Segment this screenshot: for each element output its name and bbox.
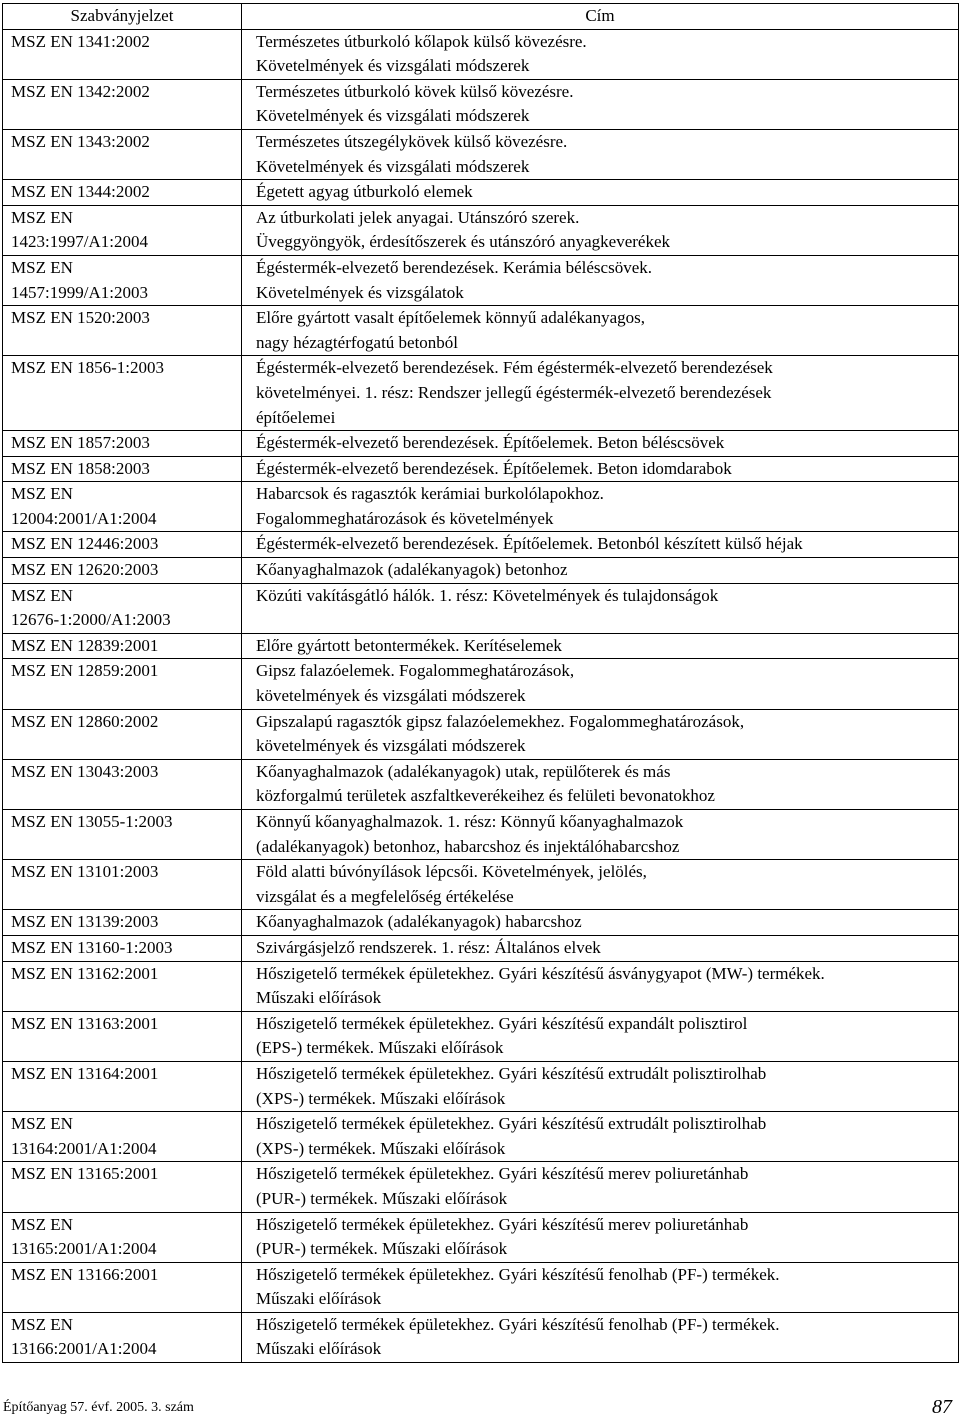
standard-number-cell <box>3 532 242 558</box>
standard-title-line: (EPS-) termékek. Műszaki előírások <box>256 1038 504 1058</box>
standard-number-line: MSZ EN 12860:2002 <box>11 711 159 731</box>
table-row <box>3 482 959 532</box>
standard-number-cell <box>3 1112 242 1162</box>
standard-title-line: építőelemei <box>256 407 336 427</box>
standard-title-line: Hőszigetelő termékek épületekhez. Gyári készítésű ásványgyapot (MW-) termékek. <box>256 963 825 983</box>
standard-number-cell <box>3 1262 242 1312</box>
standard-title-line: Követelmények és vizsgálatok <box>256 282 464 302</box>
standard-title-line: Követelmények és vizsgálati módszerek <box>256 106 530 126</box>
standard-number-cell <box>3 255 242 305</box>
standard-number-line: MSZ EN 13139:2003 <box>11 912 159 932</box>
standard-title-line: Fogalommeghatározások és követelmények <box>256 508 554 528</box>
standard-title-line: (PUR-) termékek. Műszaki előírások <box>256 1188 508 1208</box>
standard-title-line: Égéstermék-elvezető berendezések. Építőelemek. Betonból készített külső héjak <box>256 534 803 554</box>
standard-title-line: Föld alatti búvónyílások lépcsői. Követelmények, jelölés, <box>256 862 647 882</box>
standard-title-line: Szivárgásjelző rendszerek. 1. rész: Általános elvek <box>256 937 601 957</box>
standard-title-cell <box>242 1112 959 1162</box>
standard-number-line: MSZ EN 1342:2002 <box>11 81 150 101</box>
standard-number-line: 1457:1999/A1:2003 <box>11 282 148 302</box>
table-row <box>3 255 959 305</box>
standard-title-line: Természetes útszegélykövek külső kövezésre. <box>256 131 568 151</box>
header-standard: Szabványjelzet <box>3 4 242 30</box>
standard-title-line: Hőszigetelő termékek épületekhez. Gyári készítésű merev poliuretánhab <box>256 1214 749 1234</box>
standard-title-line: Követelmények és vizsgálati módszerek <box>256 56 530 76</box>
standard-number-line: 13164:2001/A1:2004 <box>11 1138 157 1158</box>
table-body <box>3 29 959 1362</box>
standard-title-line: Műszaki előírások <box>256 988 382 1008</box>
standard-title-line: Égéstermék-elvezető berendezések. Építőelemek. Beton béléscsövek <box>256 433 725 453</box>
standard-title-line: Hőszigetelő termékek épületekhez. Gyári készítésű merev poliuretánhab <box>256 1164 749 1184</box>
standard-title-line: vizsgálat és a megfelelőség értékelése <box>256 886 514 906</box>
standard-title-line: Hőszigetelő termékek épületekhez. Gyári készítésű extrudált polisztirolhab <box>256 1063 767 1083</box>
standard-number-cell <box>3 1061 242 1111</box>
standard-title-line: Kőanyaghalmazok (adalékanyagok) betonhoz <box>256 560 568 580</box>
standard-number-cell <box>3 583 242 633</box>
standard-number-line: MSZ EN 12859:2001 <box>11 661 159 681</box>
standard-title-line: Az útburkolati jelek anyagai. Utánszóró szerek. <box>256 207 580 227</box>
standard-number-line: MSZ EN 12446:2003 <box>11 534 159 554</box>
table-row <box>3 532 959 558</box>
standard-number-cell <box>3 79 242 129</box>
table-row <box>3 1061 959 1111</box>
standard-number-line: MSZ EN <box>11 207 73 227</box>
table-row <box>3 659 959 709</box>
table-row <box>3 356 959 431</box>
standard-title-cell <box>242 79 959 129</box>
standard-number-cell <box>3 709 242 759</box>
standard-title-cell <box>242 129 959 179</box>
standard-title-cell <box>242 180 959 206</box>
standard-title-line: Kőanyaghalmazok (adalékanyagok) utak, repülőterek és más <box>256 761 671 781</box>
standard-title-line: Természetes útburkoló kövek külső kövezésre. <box>256 81 574 101</box>
standard-title-cell <box>242 205 959 255</box>
standard-title-line: Természetes útburkoló kőlapok külső kövezésre. <box>256 31 587 51</box>
standard-title-cell <box>242 1061 959 1111</box>
standard-title-cell <box>242 759 959 809</box>
table-row <box>3 810 959 860</box>
table-row <box>3 431 959 457</box>
header-title: Cím <box>242 4 959 30</box>
standard-number-cell <box>3 456 242 482</box>
standard-title-line: Gipszalapú ragasztók gipsz falazóelemekhez. Fogalommeghatározások, <box>256 711 745 731</box>
standard-title-line: Műszaki előírások <box>256 1339 382 1359</box>
table-row <box>3 205 959 255</box>
table-row <box>3 633 959 659</box>
standard-title-line: Közúti vakításgátló hálók. 1. rész: Követelmények és tulajdonságok <box>256 585 719 605</box>
standard-number-line: MSZ EN 12839:2001 <box>11 635 159 655</box>
standard-title-cell <box>242 1212 959 1262</box>
standard-title-line: Előre gyártott vasalt építőelemek könnyű adalékanyagos, <box>256 308 645 328</box>
standard-title-line: (XPS-) termékek. Műszaki előírások <box>256 1088 506 1108</box>
standard-title-cell <box>242 456 959 482</box>
standards-table <box>2 3 959 1363</box>
standard-number-cell <box>3 961 242 1011</box>
standard-title-cell <box>242 1162 959 1212</box>
standard-number-line: MSZ EN 13164:2001 <box>11 1063 159 1083</box>
journal-footer: Építőanyag 57. évf. 2005. 3. szám <box>3 1400 194 1415</box>
standard-title-cell <box>242 558 959 584</box>
standard-number-cell <box>3 810 242 860</box>
standard-title-cell <box>242 583 959 633</box>
standard-number-cell <box>3 935 242 961</box>
standard-number-cell <box>3 29 242 79</box>
table-row <box>3 29 959 79</box>
standard-number-line: 13165:2001/A1:2004 <box>11 1239 157 1259</box>
standard-title-line: Égéstermék-elvezető berendezések. Építőelemek. Beton idomdarabok <box>256 458 732 478</box>
standard-number-cell <box>3 659 242 709</box>
table-row <box>3 759 959 809</box>
standard-number-line: MSZ EN 13043:2003 <box>11 761 159 781</box>
standard-number-line: MSZ EN 13166:2001 <box>11 1264 159 1284</box>
standard-number-cell <box>3 431 242 457</box>
standard-title-line: Égéstermék-elvezető berendezések. Kerámia béléscsövek. <box>256 257 652 277</box>
table-row <box>3 1011 959 1061</box>
standard-title-line: (XPS-) termékek. Műszaki előírások <box>256 1138 506 1158</box>
standard-title-cell <box>242 659 959 709</box>
standard-title-cell <box>242 1262 959 1312</box>
standard-title-cell <box>242 860 959 910</box>
standard-title-line: Műszaki előírások <box>256 1289 382 1309</box>
standard-number-line: MSZ EN <box>11 1314 73 1334</box>
table-header-row <box>3 4 959 30</box>
standard-number-cell <box>3 860 242 910</box>
standard-title-line: Követelmények és vizsgálati módszerek <box>256 156 530 176</box>
standard-number-line: MSZ EN 1520:2003 <box>11 308 150 328</box>
standard-title-line: Könnyű kőanyaghalmazok. 1. rész: Könnyű kőanyaghalmazok <box>256 812 684 831</box>
standard-title-cell <box>242 633 959 659</box>
standard-number-cell <box>3 1011 242 1061</box>
standard-number-line: MSZ EN <box>11 585 73 605</box>
standard-title-line: követelmények és vizsgálati módszerek <box>256 686 526 706</box>
standard-number-line: MSZ EN 13163:2001 <box>11 1013 159 1033</box>
standard-number-line: MSZ EN <box>11 257 73 277</box>
standard-title-line: Kőanyaghalmazok (adalékanyagok) habarcshoz <box>256 912 582 932</box>
standard-title-cell <box>242 910 959 936</box>
standard-title-line: közforgalmú területek aszfaltkeverékeihez és felületi bevonatokhoz <box>256 786 715 806</box>
standard-title-line: követelményei. 1. rész: Rendszer jellegű égéstermék-elvezető berendezések <box>256 382 772 402</box>
table-row <box>3 306 959 356</box>
standard-number-cell <box>3 306 242 356</box>
standard-title-line: Előre gyártott betontermékek. Kerítéselemek <box>256 635 562 655</box>
table-row <box>3 583 959 633</box>
standard-title-line: Gipsz falazóelemek. Fogalommeghatározások, <box>256 661 575 681</box>
standard-number-cell <box>3 558 242 584</box>
standard-number-line: MSZ EN <box>11 484 73 504</box>
standard-number-line: 1423:1997/A1:2004 <box>11 232 148 252</box>
standard-number-line: MSZ EN 13162:2001 <box>11 963 159 983</box>
standard-number-line: MSZ EN 1858:2003 <box>11 458 150 478</box>
standard-title-cell <box>242 709 959 759</box>
table-row <box>3 860 959 910</box>
standard-number-cell <box>3 633 242 659</box>
standard-number-cell <box>3 205 242 255</box>
standard-title-line: követelmények és vizsgálati módszerek <box>256 736 526 756</box>
standard-number-cell <box>3 759 242 809</box>
standard-number-line: 12004:2001/A1:2004 <box>11 508 157 528</box>
standard-number-line: MSZ EN 13160-1:2003 <box>11 937 173 957</box>
table-row <box>3 709 959 759</box>
table-row <box>3 456 959 482</box>
standard-number-line: MSZ EN 1857:2003 <box>11 433 150 453</box>
standard-title-line: Hőszigetelő termékek épületekhez. Gyári készítésű expandált polisztirol <box>256 1013 748 1033</box>
standard-title-line: Habarcsok és ragasztók kerámiai burkolólapokhoz. <box>256 484 604 504</box>
standard-number-line: MSZ EN 12620:2003 <box>11 560 159 580</box>
standard-number-cell <box>3 180 242 206</box>
standard-number-cell <box>3 356 242 431</box>
page-number: 87 <box>932 1396 952 1418</box>
table-row <box>3 1312 959 1362</box>
table-row <box>3 558 959 584</box>
standard-number-line: 12676-1:2000/A1:2003 <box>11 610 171 630</box>
table-row <box>3 1162 959 1212</box>
table-row <box>3 1262 959 1312</box>
table-row <box>3 79 959 129</box>
standard-title-line: nagy hézagtérfogatú betonból <box>256 332 459 352</box>
standard-title-line: (adalékanyagok) betonhoz, habarcshoz és injektálóhabarcshoz <box>256 836 680 856</box>
standard-number-line: MSZ EN 1856-1:2003 <box>11 358 164 378</box>
standard-number-line: MSZ EN 1341:2002 <box>11 31 150 51</box>
table-row <box>3 935 959 961</box>
table-row <box>3 129 959 179</box>
standard-number-line: MSZ EN <box>11 1114 73 1134</box>
standard-title-cell <box>242 1312 959 1362</box>
standard-title-cell <box>242 961 959 1011</box>
standard-title-line: Égéstermék-elvezető berendezések. Fém égéstermék-elvezető berendezések <box>256 358 773 378</box>
standard-title-line: Hőszigetelő termékek épületekhez. Gyári készítésű fenolhab (PF-) termékek. <box>256 1264 780 1284</box>
standard-number-line: MSZ EN 13101:2003 <box>11 862 159 882</box>
standard-title-cell <box>242 431 959 457</box>
table-row <box>3 1212 959 1262</box>
standard-title-cell <box>242 532 959 558</box>
standard-title-cell <box>242 482 959 532</box>
standard-title-cell <box>242 306 959 356</box>
table-row <box>3 910 959 936</box>
table-row <box>3 961 959 1011</box>
standard-title-cell <box>242 810 959 860</box>
standard-number-line: MSZ EN 13165:2001 <box>11 1164 159 1184</box>
table-row <box>3 180 959 206</box>
standard-number-cell <box>3 1312 242 1362</box>
standard-title-cell <box>242 356 959 431</box>
standard-number-line: MSZ EN 13055-1:2003 <box>11 812 173 831</box>
standard-title-cell <box>242 255 959 305</box>
table-row <box>3 1112 959 1162</box>
standard-title-line: (PUR-) termékek. Műszaki előírások <box>256 1239 508 1259</box>
standard-title-line: Égetett agyag útburkoló elemek <box>256 182 473 202</box>
standard-number-cell <box>3 129 242 179</box>
standard-title-line: Üveggyöngyök, érdesítőszerek és utánszóró anyagkeverékek <box>256 232 670 252</box>
standard-title-cell <box>242 29 959 79</box>
standard-number-cell <box>3 1162 242 1212</box>
standard-title-line: Hőszigetelő termékek épületekhez. Gyári készítésű extrudált polisztirolhab <box>256 1114 767 1134</box>
standard-number-line: 13166:2001/A1:2004 <box>11 1339 157 1359</box>
standard-number-line: MSZ EN 1344:2002 <box>11 182 150 202</box>
standard-title-cell <box>242 935 959 961</box>
standard-number-cell <box>3 482 242 532</box>
standard-number-cell <box>3 910 242 936</box>
standard-number-cell <box>3 1212 242 1262</box>
standard-title-line: Hőszigetelő termékek épületekhez. Gyári készítésű fenolhab (PF-) termékek. <box>256 1314 780 1334</box>
standard-number-line: MSZ EN 1343:2002 <box>11 131 150 151</box>
standard-title-cell <box>242 1011 959 1061</box>
standard-number-line: MSZ EN <box>11 1214 73 1234</box>
